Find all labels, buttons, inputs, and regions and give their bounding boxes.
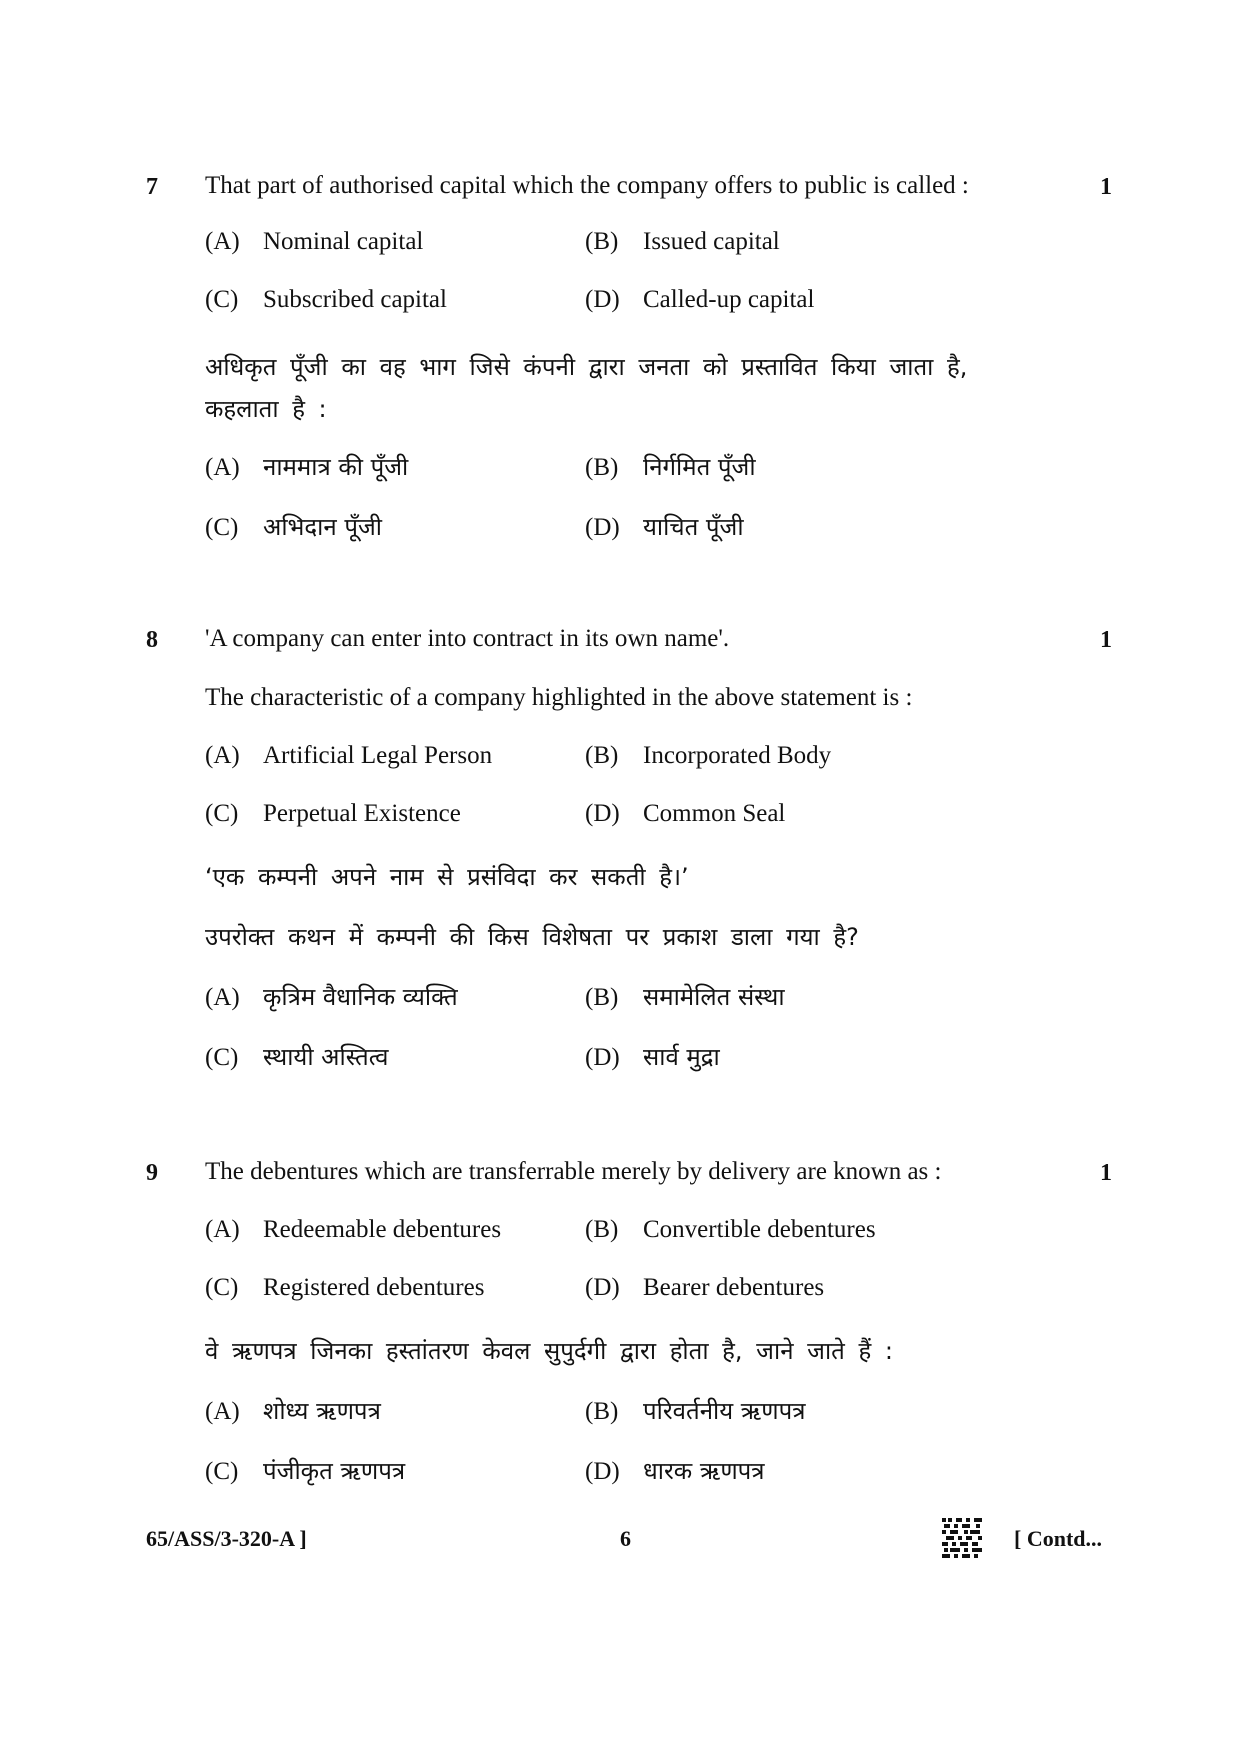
continued-label: [ Contd... (1014, 1526, 1103, 1551)
hindi-option-b (585, 980, 785, 1013)
option-a (205, 1216, 501, 1244)
option-label: (B) (585, 742, 619, 769)
option-label: (D) (585, 1044, 620, 1071)
option-text: याचित पूँजी (643, 513, 744, 541)
hindi-option-d (585, 1040, 720, 1073)
hindi-option-b (585, 450, 756, 483)
option-label: (D) (585, 800, 620, 827)
option-text: पंजीकृत ऋणपत्र (263, 1457, 406, 1485)
option-label: (A) (205, 1216, 240, 1243)
option-text: धारक ऋणपत्र (643, 1457, 765, 1485)
option-text: समामेलित संस्था (643, 983, 785, 1011)
option-text: Nominal capital (263, 228, 424, 255)
option-a (205, 228, 423, 256)
hindi-option-d (585, 1454, 765, 1487)
question-stem: That part of authorised capital which the company offers to public is called : (205, 172, 969, 199)
option-text: नाममात्र की पूँजी (263, 453, 409, 481)
option-text: शोध्य ऋणपत्र (263, 1397, 381, 1425)
hindi-option-a (205, 980, 458, 1013)
option-d (585, 286, 814, 314)
option-label: (C) (205, 1458, 239, 1485)
hindi-stem: उपरोक्त कथन में कम्पनी की किस विशेषता पर प्रकाश डाला गया है? (205, 923, 859, 951)
hindi-option-c (205, 510, 382, 543)
option-label: (A) (205, 228, 240, 255)
option-text: Incorporated Body (643, 742, 832, 769)
option-c (205, 1274, 484, 1302)
question-number: 8 (146, 627, 158, 653)
option-label: (D) (585, 286, 620, 313)
hindi-option-a (205, 1394, 381, 1427)
option-text: परिवर्तनीय ऋणपत्र (643, 1397, 806, 1425)
option-text: Called-up capital (643, 286, 815, 313)
option-c (205, 286, 447, 314)
option-label: (C) (205, 1044, 239, 1071)
option-label: (C) (205, 800, 239, 827)
option-label: (B) (585, 984, 619, 1011)
option-text: Common Seal (643, 800, 786, 827)
option-label: (B) (585, 1216, 619, 1243)
question-stem: The characteristic of a company highlighted in the above statement is : (205, 684, 913, 711)
option-label: (D) (585, 514, 620, 541)
option-text: Redeemable debentures (263, 1216, 502, 1243)
question-marks: 1 (1100, 1160, 1112, 1186)
option-label: (B) (585, 1398, 619, 1425)
option-b (585, 1216, 876, 1244)
hindi-option-c (205, 1454, 405, 1487)
hindi-stem-line2: कहलाता है : (205, 395, 327, 423)
hindi-option-c (205, 1040, 388, 1073)
option-text: Issued capital (643, 228, 780, 255)
question-marks: 1 (1100, 174, 1112, 200)
option-d (585, 800, 785, 828)
option-label: (C) (205, 286, 239, 313)
hindi-option-d (585, 510, 744, 543)
option-a (205, 742, 492, 770)
option-d (585, 1274, 824, 1302)
paper-code: 65/ASS/3-320-A ] (146, 1526, 307, 1551)
option-text: Subscribed capital (263, 286, 447, 313)
option-label: (B) (585, 228, 619, 255)
option-label: (B) (585, 454, 619, 481)
option-text: Artificial Legal Person (263, 742, 493, 769)
question-number: 7 (146, 174, 158, 200)
hindi-option-a (205, 450, 408, 483)
hindi-option-b (585, 1394, 805, 1427)
option-text: Registered debentures (263, 1274, 485, 1301)
page-number: 6 (620, 1526, 631, 1551)
qr-code-icon (942, 1518, 984, 1558)
option-label: (D) (585, 1458, 620, 1485)
option-text: स्थायी अस्तित्व (263, 1043, 389, 1071)
option-label: (C) (205, 514, 239, 541)
option-label: (A) (205, 454, 240, 481)
option-text: Perpetual Existence (263, 800, 461, 827)
question-quote: 'A company can enter into contract in its own name'. (205, 625, 730, 652)
option-label: (A) (205, 1398, 240, 1425)
hindi-stem-line1: अधिकृत पूँजी का वह भाग जिसे कंपनी द्वारा जनता को प्रस्तावित किया जाता है, (205, 353, 968, 381)
question-stem: The debentures which are transferrable merely by delivery are known as : (205, 1158, 942, 1185)
option-text: सार्व मुद्रा (643, 1043, 720, 1071)
option-label: (A) (205, 742, 240, 769)
option-text: अभिदान पूँजी (263, 513, 382, 541)
question-number: 9 (146, 1160, 158, 1186)
option-label: (A) (205, 984, 240, 1011)
option-text: कृत्रिम वैधानिक व्यक्ति (263, 983, 458, 1011)
hindi-stem: वे ऋणपत्र जिनका हस्तांतरण केवल सुपुर्दगी द्वारा होता है, जाने जाते हैं : (205, 1337, 893, 1365)
option-b (585, 742, 831, 770)
option-text: Bearer debentures (643, 1274, 825, 1301)
hindi-quote: ‘एक कम्पनी अपने नाम से प्रसंविदा कर सकती है।’ (205, 863, 689, 891)
option-label: (D) (585, 1274, 620, 1301)
option-c (205, 800, 461, 828)
option-label: (C) (205, 1274, 239, 1301)
option-b (585, 228, 780, 256)
option-text: निर्गमित पूँजी (643, 453, 756, 481)
question-marks: 1 (1100, 627, 1112, 653)
option-text: Convertible debentures (643, 1216, 876, 1243)
